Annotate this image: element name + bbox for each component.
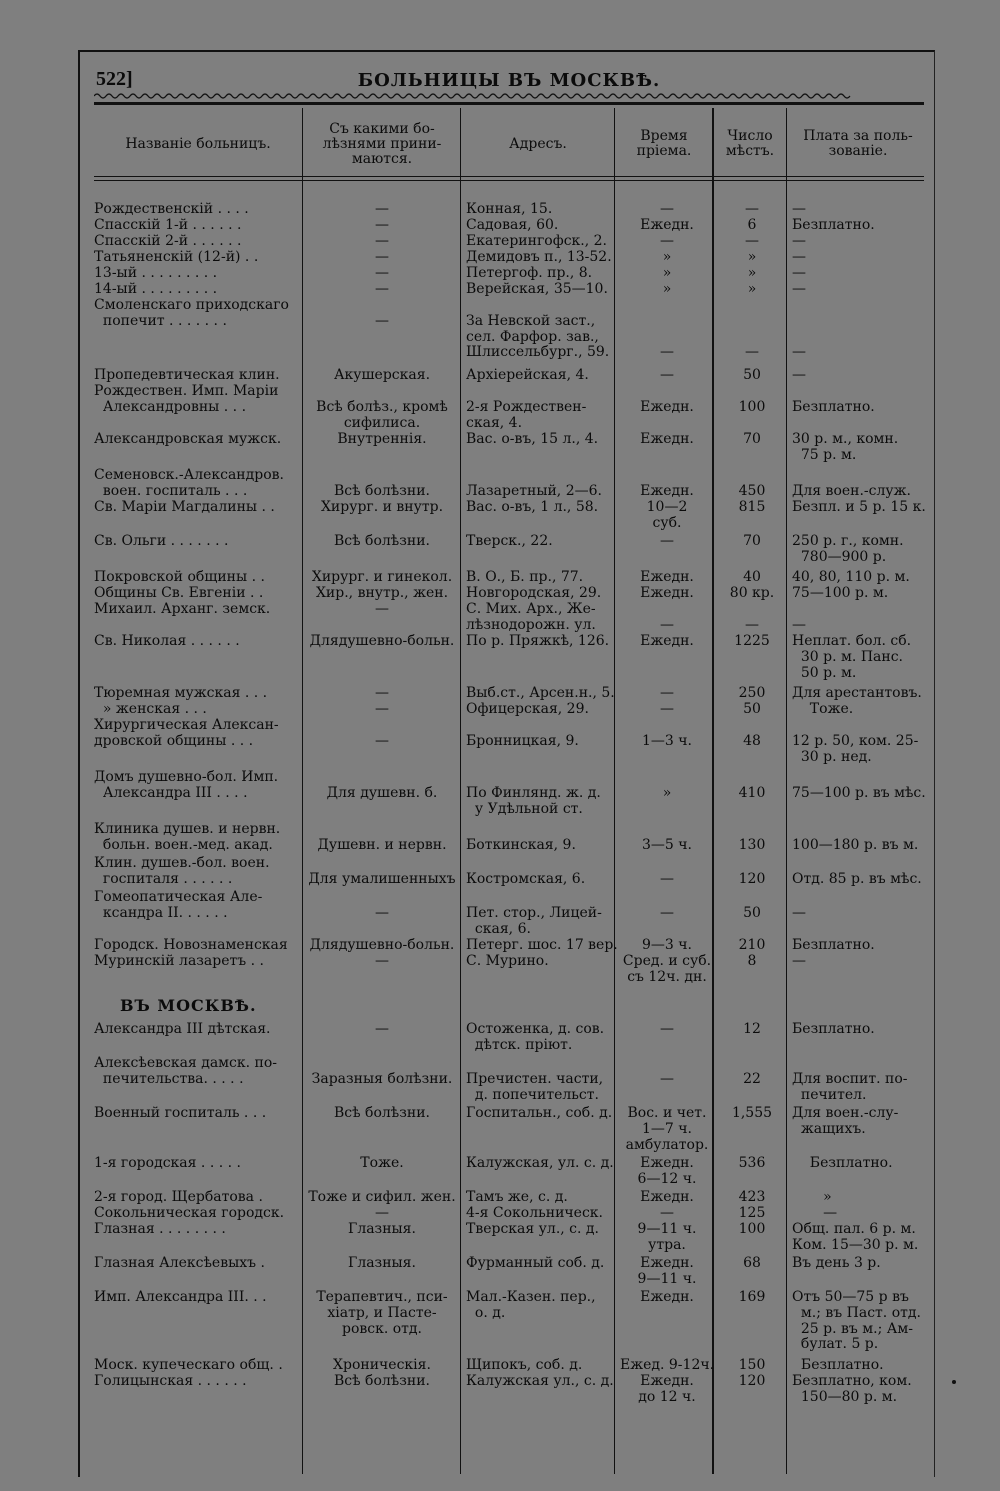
table-cell-adr: д. попечительст. bbox=[466, 1086, 599, 1103]
table-cell-time: — bbox=[660, 367, 674, 383]
table-cell-name: Военный госпиталь . . . bbox=[94, 1105, 267, 1121]
table-cell-dis: Всѣ болѣзни. bbox=[334, 1105, 430, 1121]
table-cell-name: Алексѣевская дамск. по- bbox=[94, 1055, 278, 1071]
table-cell-time: — bbox=[660, 1205, 674, 1221]
table-cell-num: 130 bbox=[738, 836, 766, 853]
table-cell-time: Ежед. 9-12ч. bbox=[620, 1357, 715, 1373]
table-cell-time: Ежедн. bbox=[640, 431, 694, 447]
table-cell-dis: Акушерская. bbox=[333, 367, 431, 383]
table-cell-name: Домъ душевно-бол. Имп. bbox=[94, 769, 279, 785]
table-cell-pay: » bbox=[792, 1189, 832, 1205]
table-cell-name: Михаил. Арханг. земск. bbox=[94, 601, 271, 617]
table-cell-dis: Терапевтич., пси- bbox=[316, 1289, 448, 1305]
table-cell-pay: — bbox=[792, 249, 806, 265]
table-cell-adr: Тверск., 22. bbox=[466, 533, 553, 549]
table-cell-time: » bbox=[662, 281, 672, 297]
table-cell-adr: Конная, 15. bbox=[466, 201, 553, 217]
header-diseases: Съ какими бо-лѣзнями прини-маются. bbox=[322, 120, 442, 167]
table-cell-num: 50 bbox=[743, 701, 761, 717]
table-cell-name: Александровская мужск. bbox=[94, 431, 282, 447]
header-bottom-rule bbox=[94, 176, 924, 177]
table-cell-pay: Ком. 15—30 р. м. bbox=[792, 1236, 919, 1253]
table-cell-pay: Безплатно, ком. bbox=[792, 1373, 912, 1389]
table-cell-time: » bbox=[662, 249, 672, 265]
table-cell-pay: 40, 80, 110 р. м. bbox=[792, 569, 910, 585]
table-cell-adr: ская, 6. bbox=[466, 920, 531, 937]
table-cell-name: попечит . . . . . . . bbox=[94, 312, 227, 329]
table-cell-adr: лѣзнодорожн. ул. bbox=[466, 616, 596, 633]
header-time: Время пріема. bbox=[636, 128, 692, 159]
table-cell-num: 70 bbox=[743, 533, 761, 549]
table-cell-time: — bbox=[660, 1021, 674, 1037]
table-cell-adr: Тамъ же, с. д. bbox=[466, 1189, 568, 1205]
table-cell-time: Ежедн. bbox=[640, 633, 694, 649]
table-cell-num: 210 bbox=[738, 937, 766, 953]
table-cell-dis: Всѣ болѣз., кромѣ bbox=[316, 398, 448, 415]
table-cell-time: 9—11 ч. bbox=[637, 1270, 697, 1287]
table-cell-num: 100 bbox=[738, 1221, 766, 1237]
table-cell-dis: Глазныя. bbox=[348, 1221, 416, 1237]
table-cell-dis: — bbox=[375, 249, 389, 265]
table-cell-name: Клиника душев. и нервн. bbox=[94, 821, 281, 837]
table-cell-num: 169 bbox=[738, 1289, 766, 1305]
table-cell-pay: — bbox=[792, 616, 806, 633]
table-cell-dis: Глазныя. bbox=[348, 1255, 416, 1271]
table-cell-adr: сел. Фарфор. зав., bbox=[466, 328, 599, 345]
table-cell-dis: Хирург. и гинекол. bbox=[311, 569, 453, 585]
table-cell-name: Имп. Александра III. . . bbox=[94, 1289, 267, 1305]
table-cell-time: Ежедн. bbox=[640, 1255, 694, 1271]
table-cell-adr: В. О., Б. пр., 77. bbox=[466, 569, 584, 585]
table-cell-pay: 50 р. м. bbox=[792, 664, 857, 681]
table-cell-name: печительства. . . . . bbox=[94, 1070, 244, 1087]
table-cell-adr: Демидовъ п., 13-52. bbox=[466, 249, 612, 265]
table-cell-dis: Всѣ болѣзни. bbox=[334, 533, 430, 549]
table-cell-dis: — bbox=[375, 233, 389, 249]
table-cell-dis: — bbox=[375, 904, 389, 921]
table-cell-name: Сокольническая городск. bbox=[94, 1205, 285, 1221]
table-cell-time: Ежедн. bbox=[640, 1373, 694, 1389]
table-cell-name: госпиталя . . . . . . bbox=[94, 870, 233, 887]
table-cell-name: Св. Ольги . . . . . . . bbox=[94, 533, 229, 549]
table-cell-adr: По Финлянд. ж. д. bbox=[466, 784, 601, 801]
table-cell-num: 48 bbox=[743, 732, 761, 749]
table-cell-dis: — bbox=[375, 1205, 389, 1221]
table-cell-name: Голицынская . . . . . . bbox=[94, 1373, 247, 1389]
table-cell-adr: Боткинская, 9. bbox=[466, 836, 576, 853]
table-cell-pay: 150—80 р. м. bbox=[792, 1388, 898, 1405]
table-cell-pay: 30 р. нед. bbox=[792, 748, 872, 765]
table-cell-time: 6—12 ч. bbox=[637, 1170, 697, 1187]
table-cell-num: 22 bbox=[743, 1070, 761, 1087]
table-cell-pay: Общ. пал. 6 р. м. bbox=[792, 1221, 916, 1237]
table-cell-name: Рождествен. Имп. Маріи bbox=[94, 383, 279, 399]
table-cell-name: Городск. Новознаменская bbox=[94, 937, 288, 953]
table-cell-name: Александра III дѣтская. bbox=[94, 1021, 271, 1037]
table-cell-time: 10—2 bbox=[646, 499, 688, 515]
table-cell-name: Александра III . . . . bbox=[94, 784, 248, 801]
table-cell-time: Ежедн. bbox=[640, 569, 694, 585]
table-cell-pay: Безплатно. bbox=[792, 937, 875, 953]
table-cell-name: Св. Маріи Магдалины . . bbox=[94, 499, 275, 515]
table-cell-dis: хіатр, и Пасте- bbox=[327, 1304, 437, 1321]
table-cell-adr: Мал.-Казен. пер., bbox=[466, 1289, 596, 1305]
table-cell-dis: Всѣ болѣзни. bbox=[334, 482, 430, 499]
table-cell-adr: дѣтск. пріют. bbox=[466, 1036, 573, 1053]
table-cell-adr: Фурманный соб. д. bbox=[466, 1255, 605, 1271]
table-cell-dis: Длядушевно-больн. bbox=[309, 633, 455, 649]
table-cell-name: Александровны . . . bbox=[94, 398, 247, 415]
table-cell-name: Муринскій лазаретъ . . bbox=[94, 953, 264, 969]
table-cell-name: 1-я городская . . . . . bbox=[94, 1155, 241, 1171]
table-cell-num: — bbox=[745, 233, 759, 249]
header-bottom-rule-2 bbox=[94, 180, 924, 181]
table-cell-pay: — bbox=[792, 265, 806, 281]
table-cell-pay: 25 р. въ м.; Ам- bbox=[792, 1320, 913, 1337]
table-cell-time: — bbox=[660, 701, 674, 717]
page-title: БОЛЬНИЦЫ ВЪ МОСКВѢ. bbox=[357, 70, 661, 91]
table-cell-num: » bbox=[747, 265, 757, 281]
table-cell-pay: 30 р. м., комн. bbox=[792, 431, 899, 447]
table-cell-name: Покровской общины . . bbox=[94, 569, 265, 585]
table-cell-pay: Безплатно. bbox=[792, 1155, 893, 1171]
table-cell-adr: Петергоф. пр., 8. bbox=[466, 265, 593, 281]
table-cell-time: 9—11 ч. bbox=[637, 1221, 697, 1237]
table-cell-dis: Для умалишенныхъ bbox=[308, 870, 456, 887]
table-cell-name: » женская . . . bbox=[94, 701, 207, 717]
table-cell-adr: С. Мих. Арх., Же- bbox=[466, 601, 596, 617]
table-cell-adr: Садовая, 60. bbox=[466, 217, 559, 233]
table-cell-num: 423 bbox=[738, 1189, 766, 1205]
table-cell-pay: Безплатно. bbox=[792, 217, 875, 233]
table-cell-num: 450 bbox=[738, 482, 766, 499]
table-cell-pay: 100—180 р. въ м. bbox=[792, 836, 919, 853]
table-cell-adr: Екатерингофск., 2. bbox=[466, 233, 607, 249]
table-cell-dis: Тоже. bbox=[360, 1155, 404, 1171]
table-cell-num: — bbox=[745, 616, 759, 633]
table-cell-time: — bbox=[660, 1070, 674, 1087]
table-cell-time: 1—3 ч. bbox=[642, 732, 692, 749]
table-cell-pay: Отд. 85 р. въ мѣс. bbox=[792, 870, 922, 887]
table-cell-time: — bbox=[660, 533, 674, 549]
table-cell-pay: 75 р. м. bbox=[792, 446, 857, 463]
header-rule bbox=[94, 102, 924, 105]
table-cell-time: суб. bbox=[652, 514, 682, 531]
table-cell-name: дровской общины . . . bbox=[94, 732, 254, 749]
table-cell-name: Смоленскаго приходскаго bbox=[94, 297, 289, 313]
table-cell-dis: Внутреннія. bbox=[337, 431, 427, 447]
table-cell-adr: Тверская ул., с. д. bbox=[466, 1221, 599, 1237]
table-cell-adr: Выб.ст., Арсен.н., 5. bbox=[466, 685, 615, 701]
table-cell-dis: Длядушевно-больн. bbox=[309, 937, 455, 953]
table-cell-time: Ежедн. bbox=[640, 482, 694, 499]
table-cell-dis: — bbox=[375, 312, 389, 329]
table-cell-time: — bbox=[660, 201, 674, 217]
table-cell-adr: Щипокъ, соб. д. bbox=[466, 1357, 583, 1373]
table-cell-time: » bbox=[662, 265, 672, 281]
table-cell-pay: Для арестантовъ. bbox=[792, 685, 922, 701]
table-cell-time: утра. bbox=[648, 1236, 686, 1253]
table-cell-pay: 12 р. 50, ком. 25- bbox=[792, 732, 919, 749]
table-cell-num: — bbox=[745, 344, 759, 361]
table-cell-num: 1,555 bbox=[731, 1105, 773, 1121]
table-cell-pay: Тоже. bbox=[792, 701, 854, 717]
table-cell-num: » bbox=[747, 281, 757, 297]
table-cell-adr: Верейская, 35—10. bbox=[466, 281, 608, 297]
table-cell-dis: Хроническія. bbox=[333, 1357, 431, 1373]
table-cell-pay: — bbox=[792, 953, 806, 969]
header-name: Названіе больницъ. bbox=[125, 135, 271, 152]
table-cell-num: 125 bbox=[738, 1205, 766, 1221]
table-cell-num: 8 bbox=[747, 953, 757, 969]
table-cell-time: Ежедн. bbox=[640, 217, 694, 233]
table-cell-adr: о. д. bbox=[466, 1304, 506, 1321]
table-cell-time: Ежедн. bbox=[640, 398, 694, 415]
table-cell-time: — bbox=[660, 616, 674, 633]
table-cell-name: Клин. душев.-бол. воен. bbox=[94, 855, 270, 871]
table-cell-time: Ежедн. bbox=[640, 1189, 694, 1205]
table-cell-adr: Вас. о-въ, 1 л., 58. bbox=[466, 499, 599, 515]
header-address: Адресъ. bbox=[509, 135, 567, 152]
table-cell-dis: — bbox=[375, 732, 389, 749]
table-cell-time: Вос. и чет. bbox=[627, 1105, 707, 1121]
table-cell-num: 100 bbox=[738, 398, 766, 415]
table-cell-time: — bbox=[660, 904, 674, 921]
table-cell-name: больн. воен.-мед. акад. bbox=[94, 836, 273, 853]
table-cell-name: Глазная . . . . . . . . bbox=[94, 1221, 226, 1237]
table-cell-adr: Новгородская, 29. bbox=[466, 585, 602, 601]
table-cell-pay: — bbox=[792, 344, 806, 361]
table-cell-adr: Костромская, 6. bbox=[466, 870, 586, 887]
table-cell-adr: 2-я Рождествен- bbox=[466, 398, 587, 415]
table-cell-adr: По р. Пряжкѣ, 126. bbox=[466, 633, 610, 649]
table-cell-num: 50 bbox=[743, 904, 761, 921]
table-cell-num: 150 bbox=[738, 1357, 766, 1373]
table-cell-pay: Неплат. бол. сб. bbox=[792, 633, 912, 649]
table-cell-time: до 12 ч. bbox=[638, 1388, 696, 1405]
table-cell-dis: Хирург. и внутр. bbox=[320, 499, 444, 515]
table-cell-name: Моск. купеческаго общ. . bbox=[94, 1357, 283, 1373]
table-cell-pay: — bbox=[792, 1205, 838, 1221]
table-cell-name: Тюремная мужская . . . bbox=[94, 685, 268, 701]
table-cell-name: Семеновск.-Александров. bbox=[94, 467, 284, 483]
table-cell-dis: сифилиса. bbox=[343, 414, 421, 431]
table-cell-dis: ровск. отд. bbox=[341, 1320, 422, 1337]
table-cell-num: 68 bbox=[743, 1255, 761, 1271]
table-cell-dis: — bbox=[375, 201, 389, 217]
table-cell-adr: Пет. стор., Лицей- bbox=[466, 904, 602, 921]
table-cell-dis: Всѣ болѣзни. bbox=[334, 1373, 430, 1389]
table-cell-time: — bbox=[660, 233, 674, 249]
table-cell-pay: Для воспит. по- bbox=[792, 1070, 908, 1087]
table-cell-num: 80 кр. bbox=[729, 585, 775, 601]
table-cell-time: Ежедн. bbox=[640, 1155, 694, 1171]
table-cell-adr: 4-я Сокольническ. bbox=[466, 1205, 603, 1221]
table-cell-adr: Шлиссельбург., 59. bbox=[466, 344, 610, 361]
table-cell-pay: Безплатно. bbox=[792, 1357, 884, 1373]
table-cell-name: Спасскій 2-й . . . . . . bbox=[94, 233, 242, 249]
table-cell-time: Ежедн. bbox=[640, 1289, 694, 1305]
table-cell-adr: Офицерская, 29. bbox=[466, 701, 589, 717]
table-cell-num: 12 bbox=[743, 1021, 761, 1037]
table-cell-adr: Вас. о-въ, 15 л., 4. bbox=[466, 431, 599, 447]
table-cell-num: 120 bbox=[738, 870, 766, 887]
table-cell-pay: Безплатно. bbox=[792, 398, 875, 415]
table-cell-time: амбулатор. bbox=[625, 1136, 709, 1153]
table-cell-time: 3—5 ч. bbox=[642, 836, 692, 853]
table-cell-time: Ежедн. bbox=[640, 585, 694, 601]
section-heading-moscow: ВЪ МОСКВѢ. bbox=[120, 996, 257, 1015]
header-places: Число мѣстъ. bbox=[725, 128, 775, 159]
table-cell-num: 120 bbox=[738, 1373, 766, 1389]
table-cell-adr: у Удѣльной ст. bbox=[466, 800, 583, 817]
table-cell-adr: ская, 4. bbox=[466, 414, 523, 431]
table-cell-name: Рождественскій . . . . bbox=[94, 201, 249, 217]
table-cell-adr: Госпитальн., соб. д. bbox=[466, 1105, 613, 1121]
table-cell-pay: булат. 5 р. bbox=[792, 1336, 879, 1353]
table-cell-time: съ 12ч. дн. bbox=[627, 968, 707, 985]
table-cell-pay: 75—100 р. въ мѣс. bbox=[792, 784, 926, 801]
table-cell-pay: — bbox=[792, 904, 806, 921]
table-cell-pay: Для воен.-слу- bbox=[792, 1105, 899, 1121]
table-cell-num: — bbox=[745, 201, 759, 217]
table-cell-pay: 780—900 р. bbox=[792, 548, 887, 565]
table-cell-name: 13-ый . . . . . . . . . bbox=[94, 265, 218, 281]
table-cell-dis: — bbox=[375, 1021, 389, 1037]
table-cell-pay: Въ день 3 р. bbox=[792, 1255, 881, 1271]
table-cell-adr: Калужская ул., с. д. bbox=[466, 1373, 614, 1389]
table-cell-dis: Душевн. и нервн. bbox=[317, 836, 447, 853]
table-cell-num: 536 bbox=[738, 1155, 766, 1171]
table-cell-dis: — bbox=[375, 953, 389, 969]
table-cell-num: 410 bbox=[738, 784, 766, 801]
header-fee: Плата за поль-зованіе. bbox=[803, 128, 913, 159]
table-cell-name: Татьяненскій (12-й) . . bbox=[94, 249, 259, 265]
table-cell-pay: 30 р. м. Панс. bbox=[792, 648, 903, 665]
table-cell-pay: Безпл. и 5 р. 15 к. bbox=[792, 499, 926, 515]
table-cell-name: Пропедевтическая клин. bbox=[94, 367, 280, 383]
table-cell-dis: — bbox=[375, 601, 389, 617]
table-cell-name: Спасскій 1-й . . . . . . bbox=[94, 217, 242, 233]
table-cell-name: ксандра II. . . . . . bbox=[94, 904, 228, 921]
table-cell-dis: — bbox=[375, 265, 389, 281]
table-cell-dis: — bbox=[375, 281, 389, 297]
table-cell-dis: — bbox=[375, 685, 389, 701]
table-cell-time: — bbox=[660, 870, 674, 887]
table-cell-name: воен. госпиталь . . . bbox=[94, 482, 248, 499]
table-cell-dis: — bbox=[375, 217, 389, 233]
table-cell-adr: Остоженка, д. сов. bbox=[466, 1021, 605, 1037]
table-cell-time: » bbox=[662, 784, 672, 801]
page-frame bbox=[78, 50, 935, 1477]
table-cell-name: Хирургическая Алексан- bbox=[94, 717, 279, 733]
table-cell-num: 70 bbox=[743, 431, 761, 447]
table-cell-dis: Заразныя болѣзни. bbox=[311, 1070, 453, 1087]
table-cell-time: 9—3 ч. bbox=[642, 937, 692, 953]
table-cell-dis: — bbox=[375, 701, 389, 717]
table-cell-adr: Архіерейская, 4. bbox=[466, 367, 589, 383]
table-cell-pay: Безплатно. bbox=[792, 1021, 875, 1037]
table-cell-num: 50 bbox=[743, 367, 761, 383]
table-cell-num: 250 bbox=[738, 685, 766, 701]
table-cell-adr: Бронницкая, 9. bbox=[466, 732, 579, 749]
table-cell-dis: Для душевн. б. bbox=[326, 784, 438, 801]
table-cell-time: 1—7 ч. bbox=[642, 1120, 692, 1137]
table-cell-dis: Хир., внутр., жен. bbox=[315, 585, 449, 601]
table-cell-num: 1225 bbox=[734, 633, 770, 649]
table-cell-pay: — bbox=[792, 281, 806, 297]
table-cell-num: 40 bbox=[743, 569, 761, 585]
table-cell-name: Глазная Алексѣевыхъ . bbox=[94, 1255, 265, 1271]
table-cell-name: 2-я город. Щербатова . bbox=[94, 1189, 263, 1205]
table-cell-name: Общины Св. Евгеніи . . bbox=[94, 585, 264, 601]
table-cell-num: 6 bbox=[747, 217, 757, 233]
table-cell-pay: 250 р. г., комн. bbox=[792, 533, 904, 549]
table-cell-name: 14-ый . . . . . . . . . bbox=[94, 281, 218, 297]
table-cell-name: Гомеопатическая Але- bbox=[94, 889, 263, 905]
table-cell-adr: Петерг. шос. 17 вер. bbox=[466, 937, 618, 953]
table-cell-adr: С. Мурино. bbox=[466, 953, 549, 969]
table-cell-pay: — bbox=[792, 201, 806, 217]
page-number: 522] bbox=[96, 68, 133, 90]
table-cell-adr: Лазаретный, 2—6. bbox=[466, 482, 602, 499]
table-cell-pay: жащихъ. bbox=[792, 1120, 866, 1137]
table-cell-adr: Калужская, ул. с. д. bbox=[466, 1155, 614, 1171]
table-cell-pay: 75—100 р. м. bbox=[792, 585, 889, 601]
decorative-wave-rule bbox=[94, 92, 924, 100]
table-cell-pay: — bbox=[792, 367, 806, 383]
table-cell-pay: м.; въ Паст. отд. bbox=[792, 1304, 921, 1321]
table-cell-name: Св. Николая . . . . . . bbox=[94, 633, 240, 649]
table-cell-pay: — bbox=[792, 233, 806, 249]
table-cell-pay: печител. bbox=[792, 1086, 867, 1103]
table-cell-pay: Отъ 50—75 р въ bbox=[792, 1289, 909, 1305]
table-cell-time: Сред. и суб. bbox=[622, 953, 712, 969]
speck bbox=[952, 1380, 956, 1384]
table-cell-num: 815 bbox=[738, 499, 766, 515]
table-cell-time: — bbox=[660, 685, 674, 701]
table-cell-num: » bbox=[747, 249, 757, 265]
table-cell-dis: Тоже и сифил. жен. bbox=[308, 1189, 456, 1205]
table-cell-adr: За Невской заст., bbox=[466, 312, 596, 329]
table-cell-pay: Для воен.-служ. bbox=[792, 482, 911, 499]
table-cell-time: — bbox=[660, 344, 674, 361]
table-cell-adr: Пречистен. части, bbox=[466, 1070, 604, 1087]
